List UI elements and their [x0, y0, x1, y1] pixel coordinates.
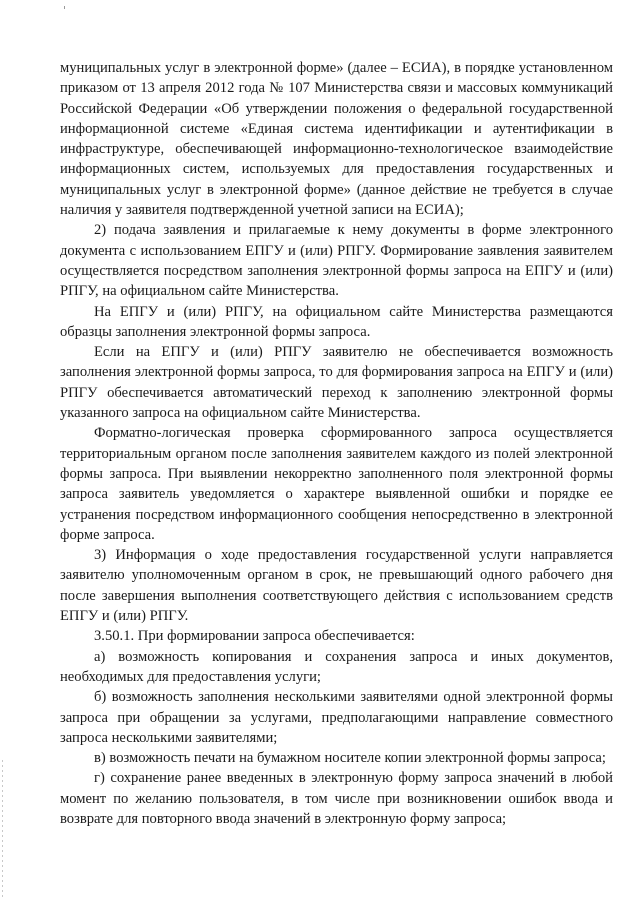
paragraph-item-3-progress-info: 3) Информация о ходе предоставления государственной услуги направляется заявителю уполномоченным органом в срок, не превышающий одного рабочего дня после завершения выполнения соответствующего действия с использованием средств ЕПГУ и (или) РПГУ.: [60, 547, 613, 625]
paragraph-section-3-50-1: 3.50.1. При формировании запроса обеспечивается:: [94, 628, 415, 645]
paragraph-esia-continuation: муниципальных услуг в электронной форме» (далее – ЕСИА), в порядке установленном приказом от 13 апреля 2012 года № 107 Министерства связи и массовых коммуникаций Российской Федерации «Об утверждении положения о федеральной государственной информационной системе «Единая система идентификации и аутентификации в инфраструктуре, обеспечивающей информационно-технологическое взаимодействие информационных систем, используемых для предоставления государственных и муниципальных услуг в электронной форме» (данное действие не требуется в случае наличия у заявителя подтвержденной учетной записи на ЕСИА);: [60, 60, 613, 219]
paragraph-item-a: а) возможность копирования и сохранения запроса и иных документов, необходимых для предоставления услуги;: [60, 648, 613, 685]
paragraph-item-v: в) возможность печати на бумажном носителе копии электронной формы запроса;: [94, 750, 606, 767]
paragraph-item-g: г) сохранение ранее введенных в электронную форму запроса значений в любой момент по желанию пользователя, в том числе при возникновении ошибок ввода и возврате для повторного ввода значений в электронную форму запроса;: [60, 770, 613, 827]
paragraph-item-b: б) возможность заполнения несколькими заявителями одной электронной формы запроса при обращении за услугами, предполагающими направление совместного запроса несколькими заявителями;: [60, 689, 613, 746]
paragraph-auto-redirect: Если на ЕПГУ и (или) РПГУ заявителю не обеспечивается возможность заполнения электронной формы запроса, то для формирования запроса на ЕПГУ и (или) РПГУ обеспечивается автоматический переход к заполнению электронной формы указанного запроса на официальном сайте Министерства.: [60, 344, 613, 422]
scan-tick-mark: [64, 6, 65, 9]
scan-edge-artifact: [2, 760, 3, 900]
paragraph-form-samples: На ЕПГУ и (или) РПГУ, на официальном сайте Министерства размещаются образцы заполнения электронной формы запроса.: [60, 303, 613, 340]
paragraph-format-check: Форматно-логическая проверка сформированного запроса осуществляется территориальным органом после заполнения заявителем каждого из полей электронной формы запроса. При выявлении некорректно заполненного поля электронной формы запроса заявитель уведомляется о характере выявленной ошибки и порядке ее устранения посредством информационного сообщения непосредственно в электронной форме запроса.: [60, 425, 613, 543]
paragraph-item-2-submission: 2) подача заявления и прилагаемые к нему документы в форме электронного документа с использованием ЕПГУ и (или) РПГУ. Формирование заявления заявителем осуществляется посредством заполнения электронной формы запроса на ЕПГУ и (или) РПГУ, на официальном сайте Министерства.: [60, 222, 613, 300]
document-page: [60, 58, 613, 829]
